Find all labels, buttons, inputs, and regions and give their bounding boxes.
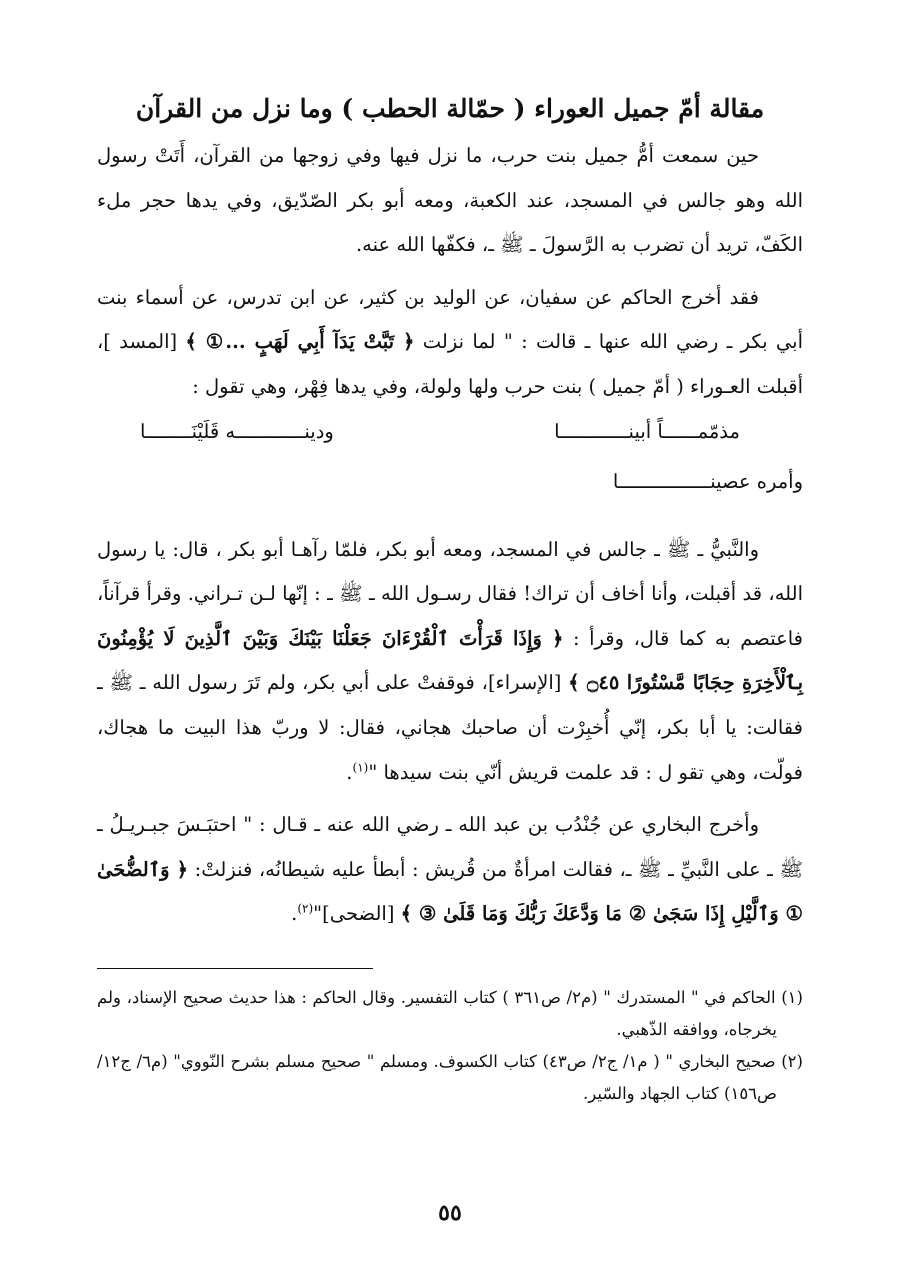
paragraph-3 <box>97 528 803 796</box>
paragraph-2-text-after: [المسد ]، أقبلت العـوراء ( أمّ جميل ) بنت حرب ولها ولولة، وفي يدها فِهْر، وهي تقول : <box>97 330 803 398</box>
page-title: مقالة أمّ جميل العوراء ( حمّالة الحطب ) وما نزل من القرآن <box>135 93 765 123</box>
footnotes <box>97 982 803 1110</box>
paragraph-3-text-before: والنَّبيُّ ـ ﷺ ـ جالس في المسجد، ومعه أبو بكر، فلمّا رآهـا أبو بكر ، قال: يا رسول الله، قد أقبلت، وأنا أخاف أن تراك! فقال رسـول الله ـ ﷺ ـ : إنّها لـن تـراني. وقرأ قرآناً، فاعتصم به كما قال، وقرأ : <box>97 537 803 650</box>
quran-verse-masad: ﴿ تَبَّتْ يَدَآ أَبِي لَهَبٍ ...① ﴾ <box>185 330 415 354</box>
poem-line-1 <box>97 410 803 454</box>
quran-verse-duha: ﴿ وَٱلضُّحَىٰ ① وَٱلَّيْلِ إِذَا سَجَىٰ ② مَا وَدَّعَكَ رَبُّكَ وَمَا قَلَىٰ ③ ﴾ <box>97 857 803 926</box>
poem-hemistich-1: مذمّمــــــاً أبينــــــــــــا <box>554 419 740 443</box>
paragraph-2 <box>97 276 803 410</box>
paragraph-3-end: . <box>346 760 353 784</box>
poem-line-2 <box>97 454 803 510</box>
footnote-separator <box>97 968 373 969</box>
footnote-ref-2[interactable]: (٢) <box>297 901 314 916</box>
footnote-1: (١) الحاكم في " المستدرك " (م٢/ ص٣٦١ ) كتاب التفسير. وقال الحاكم : هذا حديث صحيح الإسناد، ولم يخرجاه، ووافقه الذّهبي. <box>97 988 803 1039</box>
page-number: ٥٥ <box>438 1200 462 1226</box>
paragraph-2-text-before: فقد أخرج الحاكم عن سفيان، عن الوليد بن كثير، عن ابن تدرس، عن أسماء بنت أبي بكر ـ رضي الله عنها ـ قالت : " لما نزلت <box>97 285 803 354</box>
poem-hemistich-2: ودينــــــــــــه قَلَيْنَــــــــا <box>140 419 334 443</box>
footnote-ref-1[interactable]: (١) <box>352 760 369 775</box>
paragraph-4-text-after: [الضحى]" <box>313 902 395 926</box>
footnote-2: (٢) صحيح البخاري " ( م١/ ج٢/ ص٤٣) كتاب الكسوف. ومسلم " صحيح مسلم بشرح النّووي" (م٦/ ج١٢/ ص١٥٦) كتاب الجهاد والسّير. <box>97 1052 803 1103</box>
paragraph-4-end: . <box>291 902 298 926</box>
paragraph-1: حين سمعت أمُّ جميل بنت حرب، ما نزل فيها وفي زوجها من القرآن، أَتَتْ رسول الله وهو جالس في المسجد، عند الكعبة، ومعه أبو بكر الصّدّيق، وفي يدها حجر ملء الكَفّ، تريد أن تضرب به الرَّسولَ ـ ﷺ ـ، فكفّها الله عنه. <box>97 144 803 257</box>
paragraph-4 <box>97 803 803 937</box>
quran-verse-isra: ﴿ وَإِذَا قَرَأْتَ ٱلْقُرْءَانَ جَعَلْنَا بَيْنَكَ وَبَيْنَ ٱلَّذِينَ لَا يُؤْمِنُونَ بِٱلْأَخِرَةِ حِجَابًا مَّسْتُورًا ۝٤٥ ﴾ <box>97 626 804 695</box>
body-text <box>97 134 803 937</box>
poem-hemistich-3: وأمره عصينــــــــــــــــا <box>612 469 803 493</box>
paragraph-3-text-after: [الإسراء]، فوقفتْ على أبي بكر، ولم تَرَ رسول الله ـ ﷺ ـ فقالت: يا أبا بكر، إنّي أُخبِرْت أن صاحبك هجاني، فقال: لا وربّ هذا البيت ما هجاك، فولّت، وهي تقو ل : قد علمت قريش أنّي بنت سيدها " <box>97 671 803 784</box>
paragraph-4-text-before: وأخرج البخاري عن جُنْدُب بن عبد الله ـ رضي الله عنه ـ قـال : " احتبَـسَ جبـريـلُ ـ ﷺ ـ على النَّبيِّ ـ ﷺ ـ، فقالت امرأةٌ من قُريش : أبطأ عليه شيطانُه، فنزلتْ: <box>97 813 804 881</box>
